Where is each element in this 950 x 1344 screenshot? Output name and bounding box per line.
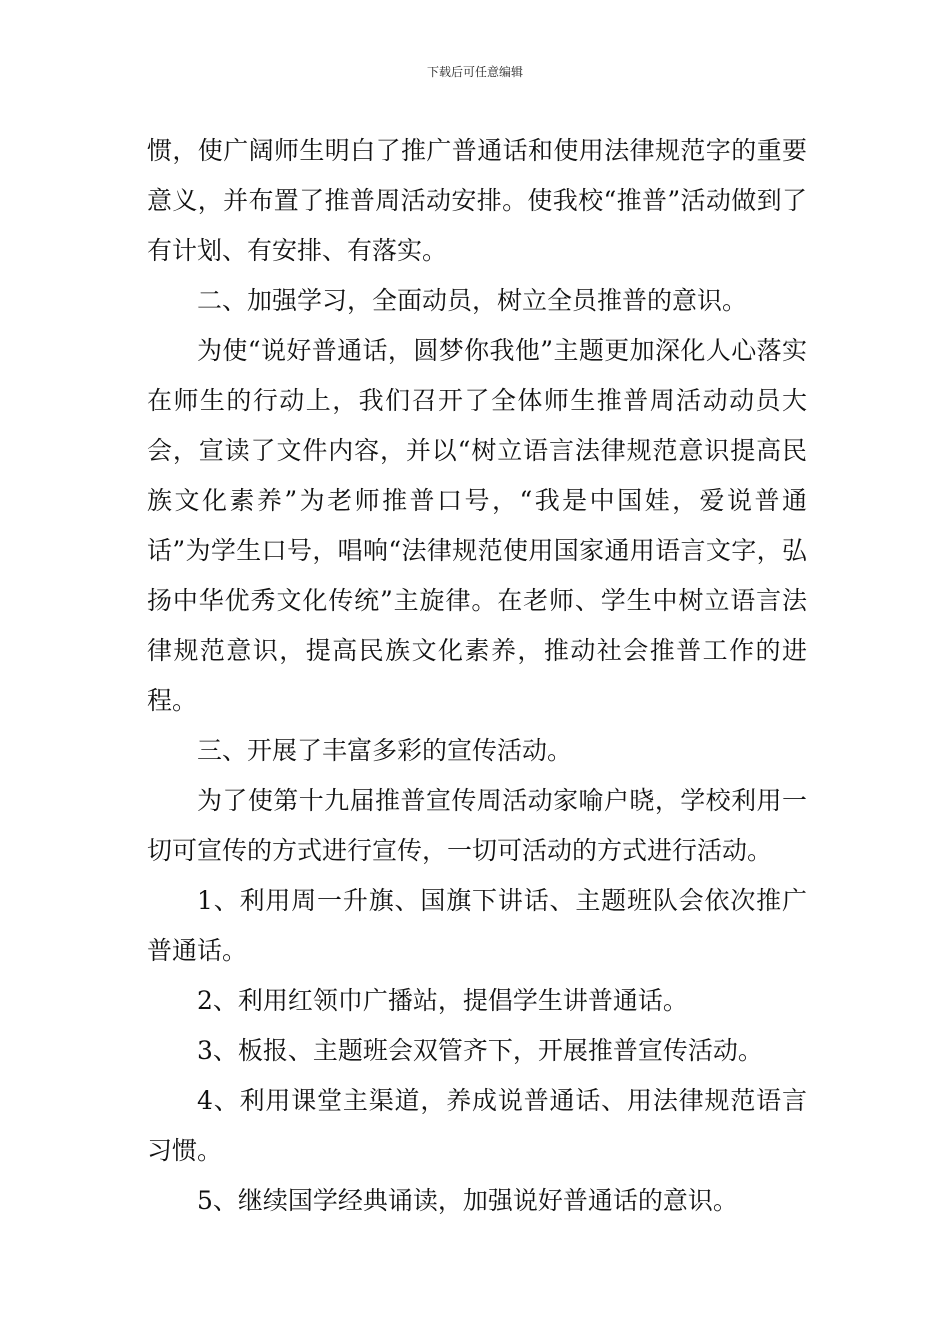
list-item-2: 2、利用红领巾广播站，提倡学生讲普通话。 — [197, 986, 688, 1015]
list-item-4: 4、利用课堂主渠道，养成说普通话、用法律规范语言习惯。 — [147, 1086, 807, 1165]
page-header: 下载后可任意编辑 — [426, 65, 523, 79]
list-item-1: 1、利用周一升旗、国旗下讲话、主题班队会依次推广普通话。 — [147, 886, 807, 965]
paragraph-continuation: 惯，使广阔师生明白了推广普通话和使用法律规范字的重要意义，并布置了推普周活动安排。使我校“推普”活动做到了有计划、有安排、有落实。 — [147, 136, 807, 265]
section-heading-3: 三、开展了丰富多彩的宣传活动。 — [197, 736, 573, 765]
paragraph-mobilization: 为使“说好普通话，圆梦你我他”主题更加深化人心落实在师生的行动上，我们召开了全体师生推普周活动动员大会，宣读了文件内容，并以“树立语言法律规范意识提高民族文化素养”为老师推普口号，“我是中国娃，爱说普通话”为学生口号，唱响“法律规范使用国家通用语言文字，弘扬中华优秀文化传统”主旋律。在老师、学生中树立语言法律规范意识，提高民族文化素养，推动社会推普工作的进程。 — [147, 336, 807, 715]
paragraph-publicity: 为了使第十九届推普宣传周活动家喻户晓，学校利用一切可宣传的方式进行宣传，一切可活动的方式进行活动。 — [147, 786, 807, 865]
list-item-3: 3、板报、主题班会双管齐下，开展推普宣传活动。 — [197, 1036, 763, 1065]
document-body — [147, 126, 807, 1226]
list-item-5: 5、继续国学经典诵读，加强说好普通话的意识。 — [197, 1186, 738, 1215]
section-heading-2: 二、加强学习，全面动员，树立全员推普的意识。 — [197, 286, 748, 315]
